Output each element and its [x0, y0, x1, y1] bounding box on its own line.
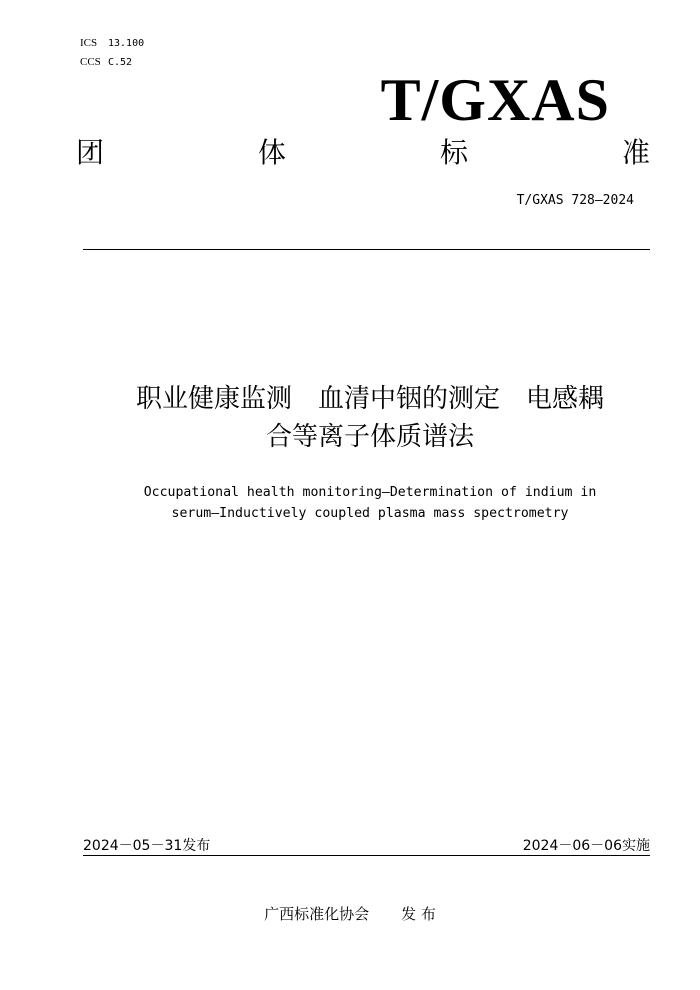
- english-title: [70, 482, 670, 524]
- chinese-title: [70, 380, 670, 456]
- standard-logo: T/GXAS: [380, 67, 610, 133]
- ccs-label: CCS: [80, 56, 101, 68]
- publisher-line: [0, 903, 700, 924]
- publisher-action: 发 布: [401, 905, 436, 923]
- chinese-title-line: 合等离子体质谱法: [265, 422, 474, 452]
- standard-type: [76, 136, 650, 170]
- classification-codes: [80, 34, 144, 72]
- english-title-line: serum—Inductively coupled plasma mass spectrometry: [171, 506, 569, 521]
- standard-type-char: 团: [76, 136, 105, 169]
- publisher-name: 广西标准化协会: [264, 905, 370, 923]
- ics-row: [80, 34, 144, 53]
- chinese-title-line: 职业健康监测 血清中铟的测定 电感耦: [135, 384, 604, 414]
- ccs-value: C.52: [108, 57, 133, 68]
- standard-type-char: 准: [621, 136, 650, 169]
- issue-date: 2024－05－31发布: [83, 838, 211, 854]
- english-title-line: Occupational health monitoring—Determination of indium in: [143, 485, 597, 500]
- implementation-date: 2024－06－06实施: [522, 838, 650, 854]
- ics-value: 13.100: [108, 38, 145, 49]
- standard-number: T/GXAS 728—2024: [516, 193, 634, 208]
- standard-type-char: 体: [257, 136, 286, 169]
- standard-type-char: 标: [439, 136, 468, 169]
- ccs-row: [80, 53, 144, 72]
- bottom-divider: [83, 855, 650, 856]
- top-divider: [83, 249, 650, 250]
- ics-label: ICS: [80, 37, 98, 49]
